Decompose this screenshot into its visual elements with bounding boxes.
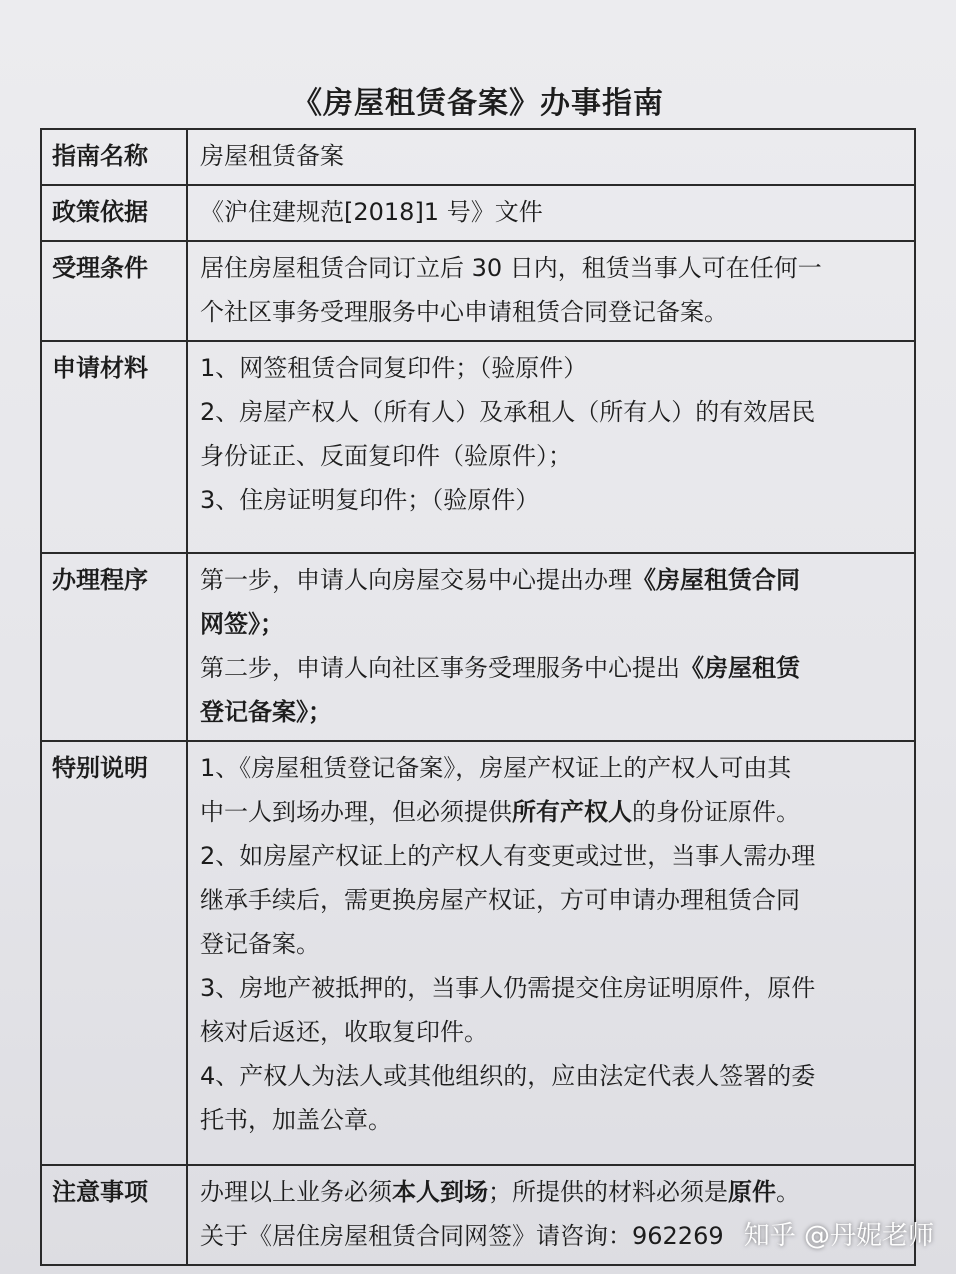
content-line — [200, 134, 904, 178]
text-segment: 托书，加盖公章。 — [200, 1106, 392, 1134]
content-line — [200, 1054, 904, 1098]
content-line — [200, 478, 904, 522]
text-segment: 第一步，申请人向房屋交易中心提出办理 — [200, 566, 632, 594]
text-segment: 居住房屋租赁合同订立后 30 日内，租赁当事人可在任何一 — [200, 254, 822, 282]
text-segment: 继承手续后，需更换房屋产权证，方可申请办理租赁合同 — [200, 886, 800, 914]
text-segment: 的身份证原件。 — [632, 798, 800, 826]
row-content — [187, 241, 915, 341]
text-segment: 。 — [776, 1178, 800, 1206]
row-content — [187, 741, 915, 1165]
text-segment: 2、房屋产权人（所有人）及承租人（所有人）的有效居民 — [200, 398, 816, 426]
content-line — [200, 390, 904, 434]
table-row — [41, 341, 915, 553]
row-label: 政策依据 — [41, 185, 187, 241]
text-segment: 2、如房屋产权证上的产权人有变更或过世，当事人需办理 — [200, 842, 816, 870]
text-segment: 《沪住建规范[2018]1 号》文件 — [200, 198, 543, 226]
text-segment: 核对后返还，收取复印件。 — [200, 1018, 488, 1046]
row-label: 办理程序 — [41, 553, 187, 741]
text-segment: ；所提供的材料必须是 — [488, 1178, 728, 1206]
text-segment: 1、《房屋租赁登记备案》，房屋产权证上的产权人可由其 — [200, 754, 792, 782]
content-line — [200, 1098, 904, 1142]
table-row — [41, 241, 915, 341]
zhihu-watermark: 知乎 @丹妮老师 — [743, 1221, 934, 1251]
table-row — [41, 553, 915, 741]
table-row — [41, 741, 915, 1165]
content-line — [200, 602, 904, 646]
content-line — [200, 646, 904, 690]
bold-text-segment: 本人到场 — [392, 1178, 488, 1206]
bold-text-segment: 登记备案》； — [200, 698, 332, 726]
row-content — [187, 129, 915, 185]
row-label: 申请材料 — [41, 341, 187, 553]
table-row — [41, 129, 915, 185]
row-content — [187, 553, 915, 741]
text-segment: 第二步，申请人向社区事务受理服务中心提出 — [200, 654, 680, 682]
bold-text-segment: 网签》； — [200, 610, 284, 638]
text-segment: 4、产权人为法人或其他组织的，应由法定代表人签署的委 — [200, 1062, 816, 1090]
content-line — [200, 966, 904, 1010]
row-label: 受理条件 — [41, 241, 187, 341]
text-segment: 办理以上业务必须 — [200, 1178, 392, 1206]
content-line — [200, 558, 904, 602]
bold-text-segment: 《房屋租赁合同 — [632, 566, 800, 594]
content-line — [200, 1010, 904, 1054]
content-line — [200, 190, 904, 234]
content-line — [200, 790, 904, 834]
row-label: 指南名称 — [41, 129, 187, 185]
text-segment: 身份证正、反面复印件（验原件）； — [200, 442, 572, 470]
content-line — [200, 1170, 904, 1214]
content-line — [200, 690, 904, 734]
guide-table — [40, 128, 916, 1266]
content-line — [200, 290, 904, 334]
content-line — [200, 922, 904, 966]
row-label: 特别说明 — [41, 741, 187, 1165]
bold-text-segment: 所有产权人 — [512, 798, 632, 826]
text-segment: 登记备案。 — [200, 930, 320, 958]
content-line — [200, 434, 904, 478]
row-content — [187, 185, 915, 241]
table-row — [41, 185, 915, 241]
text-segment: 3、房地产被抵押的，当事人仍需提交住房证明原件，原件 — [200, 974, 816, 1002]
content-line — [200, 346, 904, 390]
content-line — [200, 878, 904, 922]
content-line — [200, 746, 904, 790]
row-content — [187, 341, 915, 553]
content-line — [200, 246, 904, 290]
text-segment: 1、网签租赁合同复印件；（验原件） — [200, 354, 588, 382]
text-segment: 中一人到场办理，但必须提供 — [200, 798, 512, 826]
row-label: 注意事项 — [41, 1165, 187, 1265]
document-title: 《房屋租赁备案》办事指南 — [292, 86, 664, 121]
text-segment: 3、住房证明复印件；（验原件） — [200, 486, 540, 514]
content-line — [200, 834, 904, 878]
bold-text-segment: 《房屋租赁 — [680, 654, 800, 682]
text-segment: 个社区事务受理服务中心申请租赁合同登记备案。 — [200, 298, 728, 326]
text-segment: 关于《居住房屋租赁合同网签》请咨询：962269 — [200, 1222, 724, 1250]
bold-text-segment: 原件 — [728, 1178, 776, 1206]
text-segment: 房屋租赁备案 — [200, 142, 344, 170]
